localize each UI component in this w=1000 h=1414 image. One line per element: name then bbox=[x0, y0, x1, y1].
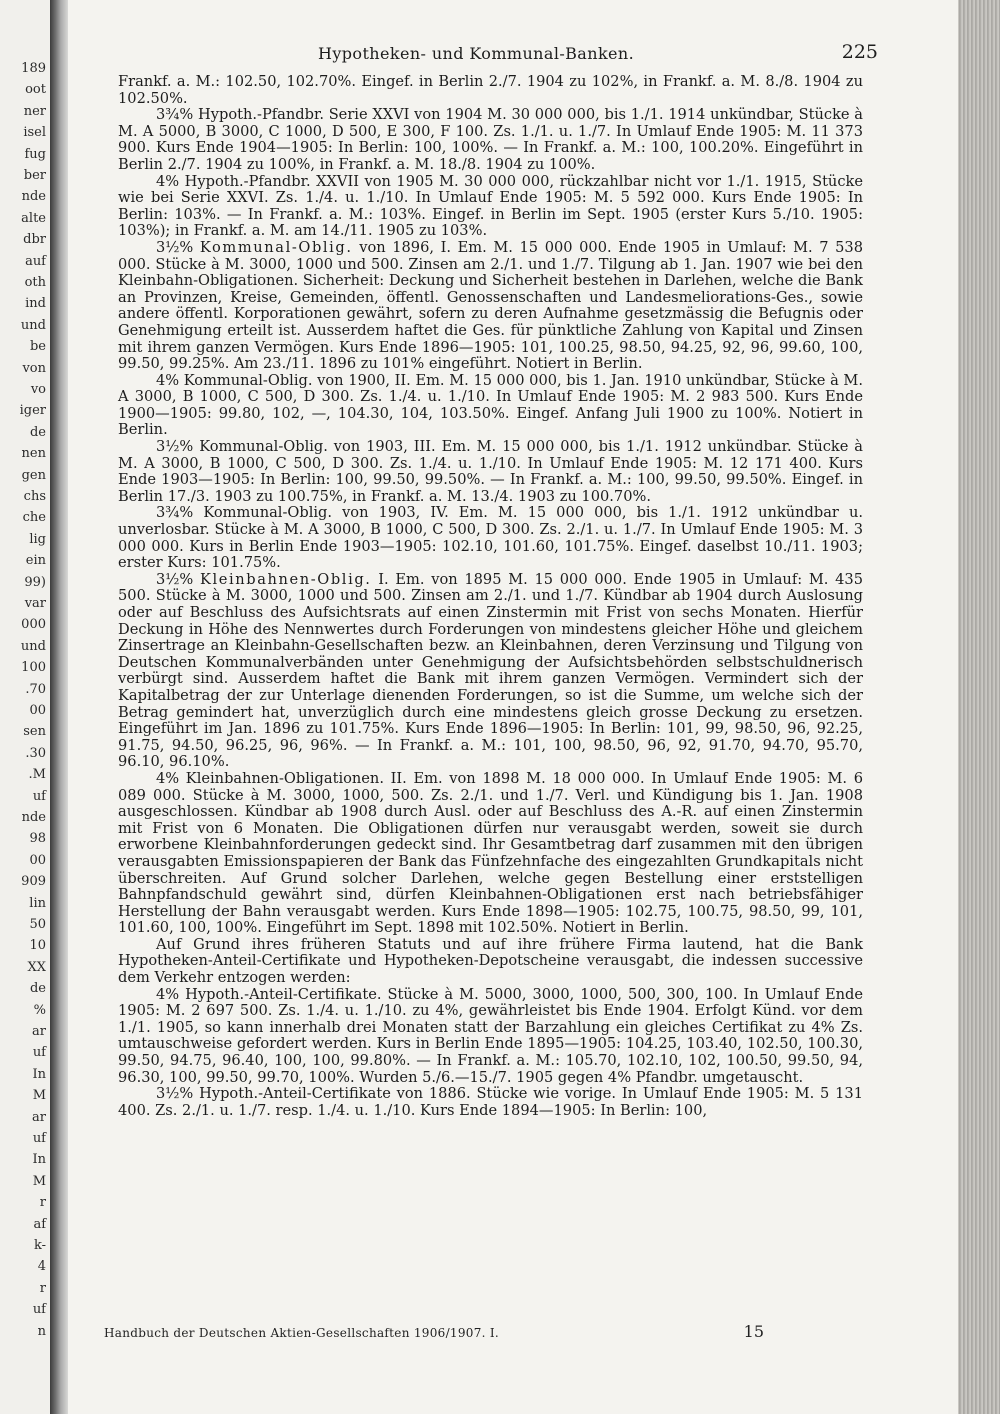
paragraph bbox=[118, 1086, 863, 1119]
margin-fragment: 10 bbox=[29, 938, 46, 954]
text-run: Frankf. a. M.: 102.50, 102.70%. Eingef. in Berlin 2./7. 1904 zu 102%, in Frankf. a. M. 8./8. 1904 zu 102.50%. bbox=[118, 73, 863, 107]
margin-fragment: de bbox=[29, 424, 46, 440]
text-run: 4% Hypoth.-Anteil-Certifikate. Stücke à M. 5000, 3000, 1000, 500, 300, 100. In Umlauf Ende 1905: M. 2 697 500. Zs. 1./4. u. 1./10. zu 4%, gewährleistet bis Ende 1904. Erfolgt Künd. vor dem 1./1. 1905, so kann innerhalb drei Monaten statt der Barzahlung ein gleiches Certifikat zu 4% Zs. umtauschweise gefordert werden. Kurs in Berlin Ende 1895—1905: 104.25, 103.40, 102.50, 100.30, 99.50, 94.75, 96.40, 100, 100, 99.80%. — In Frankf. a. M.: 105.70, 102.10, 102, 100.50, 99.50, 94, 96.30, 100, 99.50, 99.70, 100%. Wurden 5./6.—15./7. 1905 gegen 4% Pfandbr. umgetauscht. bbox=[118, 985, 863, 1086]
margin-fragment: 00 bbox=[29, 852, 46, 868]
spaced-heading-run: Kleinbahnen-Oblig. bbox=[200, 570, 372, 588]
margin-fragment: 99) bbox=[24, 574, 46, 590]
margin-fragment: .30 bbox=[25, 745, 46, 761]
page-footer bbox=[104, 1322, 764, 1346]
margin-fragment: auf bbox=[25, 253, 46, 269]
text-run: Auf Grund ihres früheren Statuts und auf ihre frühere Firma lautend, hat die Bank Hypotheken-Anteil-Certifikate und Hypotheken-Depotscheine verausgabt, die indessen successive dem Verkehr entzogen werden: bbox=[118, 935, 863, 987]
paragraph bbox=[118, 572, 863, 771]
margin-fragment: oot bbox=[25, 82, 46, 98]
footer-title: Handbuch der Deutschen Aktien-Gesellschaften 1906/1907. I. bbox=[104, 1326, 500, 1340]
margin-fragment: 909 bbox=[21, 874, 46, 890]
paragraph bbox=[118, 107, 863, 173]
margin-fragment: r bbox=[39, 1195, 46, 1211]
text-run: 3¾% Kommunal-Oblig. von 1903, IV. Em. M. 15 000 000, bis 1./1. 1912 unkündbar u. unverlosbar. Stücke à M. A 3000, B 1000, C 500, D 300. Zs. 2./1. u. 1./7. In Umlauf Ende 1905: M. 3 000 000. Kurs in Berlin Ende 1903—1905: 102.10, 101.60, 101.75%. Eingef. daselbst 10./11. 1903; erster Kurs: 101.75%. bbox=[118, 504, 863, 572]
margin-fragment: sen bbox=[23, 724, 46, 740]
margin-fragment: und bbox=[20, 638, 46, 654]
text-run: 4% Hypoth.-Pfandbr. XXVII von 1905 M. 30 000 000, rückzahlbar nicht vor 1./1. 1915, Stücke wie bei Serie XXVI. Zs. 1./4. u. 1./10. In Umlauf Ende 1905: M. 5 592 000. Kurs Ende 1905: In Berlin: 103%. — In Frankf. a. M.: 103%. Eingef. in Berlin im Sept. 1905 (erster Kurs 5./10. 1905: 103%); in Frankf. a. M. am 14./11. 1905 zu 103%. bbox=[118, 172, 863, 240]
margin-fragment: ber bbox=[23, 168, 46, 183]
paragraph bbox=[118, 937, 863, 987]
margin-fragment: In bbox=[32, 1066, 46, 1082]
margin-fragment: dbr bbox=[23, 232, 46, 248]
text-run: 4% Kommunal-Oblig. von 1900, II. Em. M. 15 000 000, bis 1. Jan. 1910 unkündbar, Stücke à M. A 3000, B 1000, C 500, D 300. Zs. 1./4. u. 1./10. In Umlauf Ende 1905: M. 2 983 500. Kurs Ende 1900—1905: 99.80, 102, —, 104.30, 104, 103.50%. Eingef. Anfang Juli 1900 zu 100%. Notiert in Berlin. bbox=[118, 371, 863, 439]
margin-fragment: ner bbox=[23, 103, 46, 119]
book-gutter bbox=[50, 0, 68, 1414]
paragraph bbox=[118, 174, 863, 240]
paragraph bbox=[118, 373, 863, 439]
margin-fragment: be bbox=[29, 339, 46, 355]
margin-fragment: 189 bbox=[21, 61, 46, 76]
margin-fragment: uf bbox=[32, 1045, 46, 1061]
paragraph bbox=[118, 771, 863, 937]
margin-fragment: iger bbox=[19, 403, 46, 419]
paragraph bbox=[118, 987, 863, 1087]
paragraph bbox=[118, 439, 863, 505]
margin-fragment: vo bbox=[30, 382, 46, 397]
margin-fragment: af bbox=[33, 1216, 46, 1232]
margin-fragment: uf bbox=[32, 788, 46, 804]
text-run: 3¾% Hypoth.-Pfandbr. Serie XXVI von 1904 M. 30 000 000, bis 1./1. 1914 unkündbar, Stücke à M. A 5000, B 3000, C 1000, D 500, E 300, F 100. Zs. 1./1. u. 1./7. In Umlauf Ende 1905: M. 11 373 900. Kurs Ende 1904—1905: In Berlin: 100, 100%. — In Frankf. a. M.: 100, 100.20%. Eingeführt in Berlin 2./7. 1904 zu 100%, in Frankf. a. M. 18./8. 1904 zu 100%. bbox=[118, 106, 863, 173]
margin-fragment: .70 bbox=[25, 681, 46, 697]
margin-fragment: alte bbox=[21, 210, 46, 226]
margin-fragment: M bbox=[32, 1088, 46, 1104]
text-run: 3½% bbox=[156, 570, 201, 588]
margin-fragment: chs bbox=[23, 489, 46, 504]
margin-fragment: 98 bbox=[29, 831, 46, 847]
margin-fragment: isel bbox=[23, 125, 46, 141]
margin-fragment: 00 bbox=[29, 703, 46, 718]
margin-fragment: nde bbox=[21, 189, 46, 205]
margin-fragment: n bbox=[37, 1323, 46, 1339]
text-run: von 1896, I. Em. M. 15 000 000. Ende 1905 in Umlauf: M. 7 538 000. Stücke à M. 3000, 1000 und 500. Zinsen am 2./1. und 1./7. Tilgung ab 1. Jan. 1907 wie bei den Kleinbahn-Obligationen. Sicherheit: Deckung und Sicherheit bestehen in Darlehen, welche die Bank an Provinzen, Kreise, Gemeinden, öffentl. Genossenschaften und Landesmeliorations-Ges., sowie andere öffentl. Korporationen gewährt, sofern zu deren Aufnahme gesetzmässig die Befugnis oder Genehmigung erteilt ist. Ausserdem haftet die Ges. für pünktliche Zahlung von Kapital und Zinsen mit ihrem ganzen Vermögen. Kurs Ende 1896—1905: 101, 100.25, 98.50, 94.25, 92, 96, 99.60, 100, 99.50, 99.25%. Am 23./11. 1896 zu 101% eingeführt. Notiert in Berlin. bbox=[118, 238, 864, 373]
margin-fragment: 000 bbox=[21, 617, 46, 633]
page-edge-stack bbox=[958, 0, 1000, 1414]
text-run: I. Em. von 1895 M. 15 000 000. Ende 1905 in Umlauf: M. 435 500. Stücke à M. 3000, 1000 und 500. Zinsen am 2./1. und 1./7. Kündbar ab 1904 durch Auslosung oder auf Beschluss des Aufsichtsrats auf einen Zinstermin mit Frist von sechs Monaten. Hierfür Deckung in Höhe des Nennwertes durch Forderungen von mindestens gleicher Höhe und gleichem Zinsertrage an Kleinbahn-Gesellschaften bezw. an Kleinbahnen, deren Verzinsung und Tilgung von Deutschen Kommunalverbänden unter Genehmigung der Aufsichtsbehörden selbstschuldnerisch verbürgt sind. Ausserdem haftet die Bank mit ihrem ganzen Vermögen. Vermindert sich der Kapitalbetrag der zur Unterlage dienenden Forderungen, so ist die Summe, um welche sich der Betrag gemindert hat, unverzüglich durch eine mindestens gleich grosse Deckung zu ersetzen. Eingeführt im Jan. 1896 zu 101.75%. Kurs Ende 1896—1905: In Berlin: 101, 99, 98.50, 96, 92.25, 91.75, 94.50, 96.25, 96, 96%. — In Frankf. a. M.: 101, 100, 98.50, 96, 92, 91.70, 94.70, 95.70, 96.10, 96.10%. bbox=[118, 570, 863, 771]
margin-fragment: che bbox=[22, 510, 46, 526]
margin-fragment: uf bbox=[32, 1131, 46, 1146]
margin-fragment: 100 bbox=[21, 660, 46, 676]
margin-fragment: und bbox=[20, 317, 46, 333]
margin-fragment: de bbox=[29, 981, 46, 997]
text-run: 3½% Kommunal-Oblig. von 1903, III. Em. M. 15 000 000, bis 1./1. 1912 unkündbar. Stücke à M. A 3000, B 1000, C 500, D 300. Zs. 1./4. u. 1./10. In Umlauf Ende 1905: M. 12 171 400. Kurs Ende 1903—1905: In Berlin: 100, 99.50, 99.50%. — In Frankf. a. M.: 100, 99.50, 99.50%. Eingef. in Berlin 17./3. 1903 zu 100.75%, in Frankf. a. M. 13./4. 1903 zu 100.70%. bbox=[118, 438, 863, 505]
margin-fragment: nen bbox=[21, 446, 46, 462]
margin-fragment: .M bbox=[28, 767, 46, 783]
margin-fragment: In bbox=[32, 1152, 46, 1168]
margin-fragment: XX bbox=[27, 959, 46, 975]
margin-fragment: % bbox=[33, 1002, 46, 1018]
margin-fragment: ind bbox=[25, 296, 46, 312]
page-number: 225 bbox=[841, 41, 878, 63]
margin-fragment: von bbox=[22, 360, 46, 376]
margin-fragment: 4 bbox=[37, 1259, 46, 1275]
margin-fragment: gen bbox=[21, 467, 46, 483]
margin-fragment: nde bbox=[21, 810, 46, 825]
page-header bbox=[318, 38, 878, 68]
margin-fragment: uf bbox=[32, 1302, 46, 1318]
margin-fragment: ar bbox=[32, 1109, 46, 1125]
margin-fragment: M bbox=[32, 1173, 46, 1189]
text-run: 3½% Hypoth.-Anteil-Certifikate von 1886. Stücke wie vorige. In Umlauf Ende 1905: M. 5 131 400. Zs. 2./1. u. 1./7. resp. 1./4. u. 1./10. Kurs Ende 1894—1905: In Berlin: 100, bbox=[118, 1085, 863, 1119]
signature-mark: 15 bbox=[743, 1322, 764, 1341]
paragraph bbox=[118, 74, 863, 107]
margin-fragment: ar bbox=[32, 1024, 46, 1039]
spaced-heading-run: Kommunal-Oblig. bbox=[199, 238, 353, 256]
margin-fragment: k- bbox=[33, 1238, 46, 1253]
margin-fragment: r bbox=[39, 1280, 46, 1296]
margin-fragment: oth bbox=[24, 275, 46, 290]
paragraph bbox=[118, 240, 863, 373]
running-head: Hypotheken- und Kommunal-Banken. bbox=[318, 44, 635, 63]
margin-fragment: lin bbox=[29, 895, 46, 911]
body-text bbox=[118, 74, 863, 1119]
margin-fragment: fug bbox=[24, 146, 46, 162]
text-run: 4% Kleinbahnen-Obligationen. II. Em. von 1898 M. 18 000 000. In Umlauf Ende 1905: M. 6 089 000. Stücke à M. 3000, 1000, 500. Zs. 2./1. und 1./7. Verl. und Kündigung bis 1. Jan. 1908 ausgeschlossen. Kündbar ab 1908 durch Ausl. oder auf Beschluss des A.-R. auf einen Zinstermin mit Frist von 6 Monaten. Die Obligationen dürfen nur verausgabt werden, soweit sie durch erworbene Kleinbahnforderungen gedeckt sind. Ihr Gesamtbetrag darf zusammen mit den übrigen verausgabten Emissionspapieren der Bank das Fünfzehnfache des eingezahlten Grundkapitals nicht überschreiten. Auf Grund solcher Darlehen, welche gegen Bestellung einer erststelligen Bahnpfandschuld gewährt sind, dürfen Kleinbahnen-Obligationen erst nach betriebsfähiger Herstellung der Bahn verausgabt werden. Kurs Ende 1898—1905: 102.75, 100.75, 98.50, 99, 101, 101.60, 100, 100%. Eingeführt im Sept. 1898 mit 102.50%. Notiert in Berlin. bbox=[118, 769, 863, 937]
margin-fragment: var bbox=[24, 596, 46, 611]
margin-fragment: ein bbox=[25, 553, 46, 569]
paragraph bbox=[118, 505, 863, 571]
margin-fragment: 50 bbox=[29, 917, 46, 932]
text-run: 3½% bbox=[156, 238, 200, 256]
previous-page-fragment bbox=[0, 0, 50, 1414]
margin-fragment: lig bbox=[29, 531, 46, 547]
